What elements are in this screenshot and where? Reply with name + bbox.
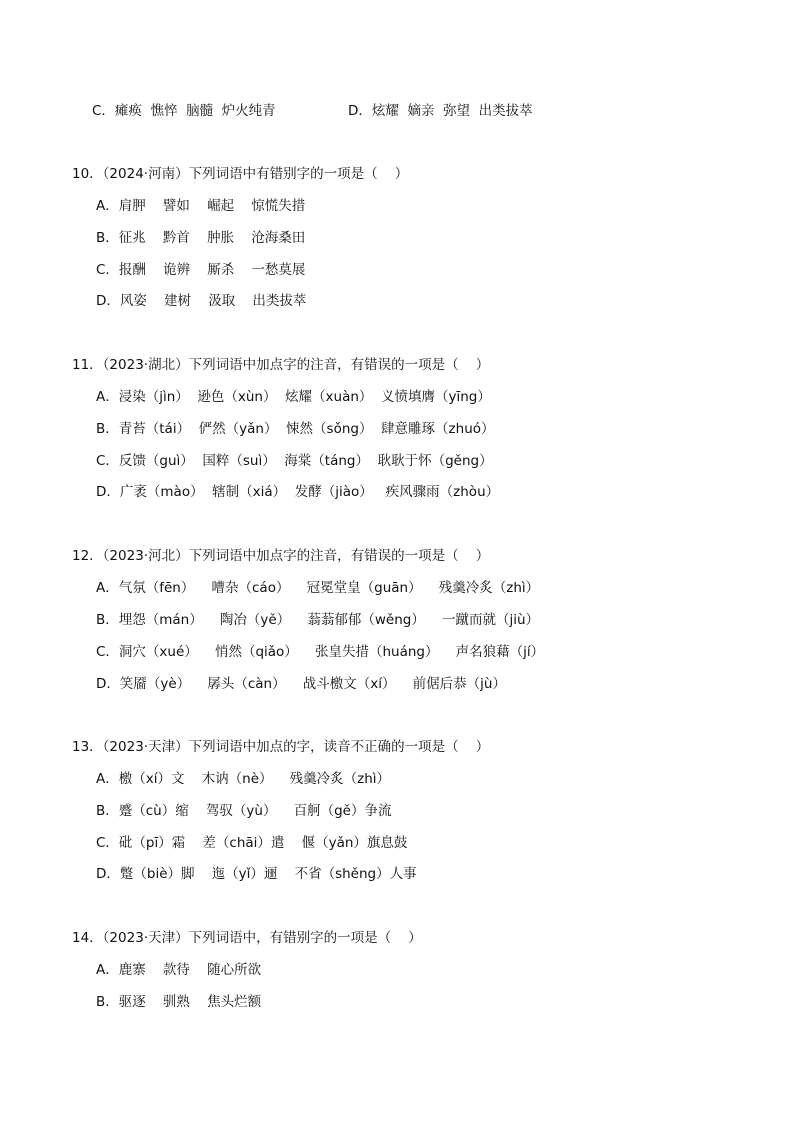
- question-13-option-d: D．蹩（biè）脚 迤（yǐ）逦 不省（shěng）人事: [96, 866, 417, 882]
- question-14-option-a: A．鹿寨 款待 随心所欲: [96, 962, 262, 978]
- question-11-option-c: C．反馈（guì） 国粹（suì） 海棠（táng） 耿耿于怀（gěng）: [96, 453, 493, 469]
- question-13-stem: 13．（2023·天津）下列词语中加点的字，读音不正确的一项是（ ）: [72, 739, 490, 755]
- question-12-option-d: D．笑靥（yè） 孱头（càn） 战斗檄文（xí） 前倨后恭（jù）: [96, 676, 506, 692]
- option-d-top: D．炫耀 嫡亲 弥望 出类拔萃: [348, 103, 533, 119]
- question-12-option-b: B．埋怨（mán） 陶冶（yě） 蓊蓊郁郁（wěng） 一蹴而就（jiù）: [96, 612, 540, 628]
- question-12-option-c: C．洞穴（xué） 悄然（qiǎo） 张皇失措（huáng） 声名狼藉（jí）: [96, 644, 545, 660]
- question-12-option-a: A．气氛（fēn） 嘈杂（cáo） 冠冕堂皇（guān） 残羹冷炙（zhì）: [96, 580, 540, 596]
- question-13-option-b: B．蹙（cù）缩 驾驭（yù） 百舸（gě）争流: [96, 803, 392, 819]
- question-11-option-d: D．广袤（mào） 辖制（xiá） 发酵（jiào） 疾风骤雨（zhòu）: [96, 484, 500, 500]
- question-13-option-c: C．砒（pī）霜 差（chāi）遣 偃（yǎn）旗息鼓: [96, 835, 408, 851]
- question-10-option-c: C．报酬 诡辨 厮杀 一愁莫展: [96, 262, 306, 278]
- question-13-option-a: A．檄（xí）文 木讷（nè） 残羹冷炙（zhì）: [96, 771, 391, 787]
- question-10-stem: 10．（2024·河南）下列词语中有错别字的一项是（ ）: [72, 166, 409, 182]
- question-10-option-d: D．风姿 建树 汲取 出类拔萃: [96, 293, 307, 309]
- question-14-option-b: B．驱逐 驯熟 焦头烂额: [96, 994, 262, 1010]
- question-11-stem: 11．（2023·湖北）下列词语中加点字的注音，有错误的一项是（ ）: [72, 357, 490, 373]
- question-10-option-b: B．征兆 黔首 肿胀 沧海桑田: [96, 230, 306, 246]
- question-14-stem: 14．（2023·天津）下列词语中，有错别字的一项是（ ）: [72, 930, 422, 946]
- option-c-top: C．瘫痪 憔悴 脑髓 炉火纯青: [92, 103, 276, 119]
- question-10-option-a: A．肩胛 譬如 崛起 惊慌失措: [96, 198, 306, 214]
- question-12-stem: 12．（2023·河北）下列词语中加点字的注音，有错误的一项是（ ）: [72, 548, 490, 564]
- question-11-option-a: A．浸染（jìn） 逊色（xùn） 炫耀（xuàn） 义愤填膺（yīng）: [96, 389, 491, 405]
- question-11-option-b: B．青苔（tái） 俨然（yǎn） 悚然（sǒng） 肆意雕琢（zhuó）: [96, 421, 495, 437]
